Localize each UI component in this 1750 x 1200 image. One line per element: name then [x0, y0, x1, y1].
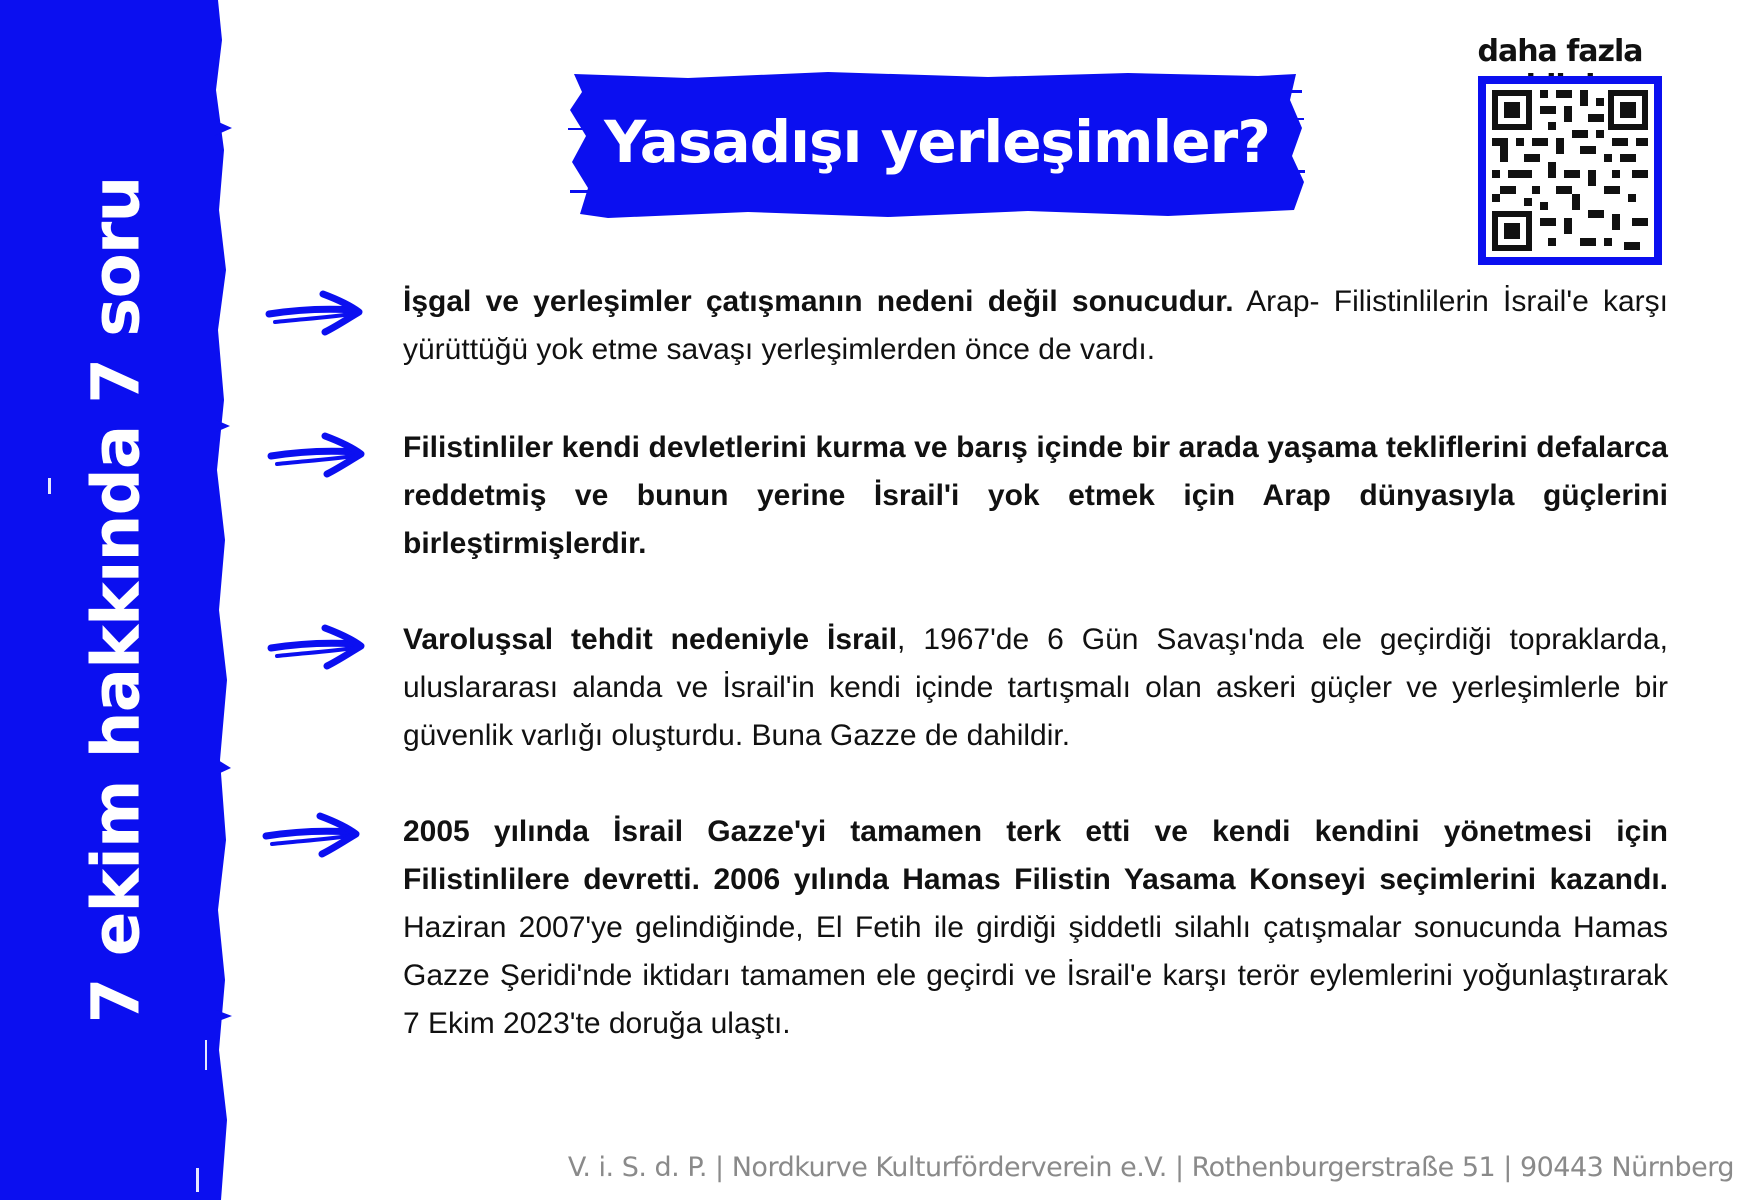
item-1-bold: İşgal ve yerleşimler çatışmanın nedeni değil sonucudur.	[403, 285, 1234, 318]
footer-imprint: V. i. S. d. P. | Nordkurve Kulturförderverein e.V. | Rothenburgerstraße 51 | 90443 Nürnberg	[567, 1152, 1734, 1183]
item-2-bold: Filistinliler kendi devletlerini kurma ve barış içinde bir arada yaşama tekliflerini defalarca reddetmiş ve bunun yerine İsrail'i yok etmek için Arap dünyasıyla güçlerini birleştirmişlerdir.	[403, 431, 1668, 560]
arrow-icon	[267, 430, 367, 478]
arrow-icon	[265, 288, 365, 336]
item-3-bold: Varoluşsal tehdit nedeniyle İsrail	[403, 623, 898, 656]
item-3	[403, 616, 1668, 760]
item-1	[403, 278, 1668, 374]
item-4-text: Haziran 2007'ye gelindiğinde, El Fetih ile girdiği şiddetli silahlı çatışmalar sonucunda Hamas Gazze Şeridi'nde iktidarı tamamen ele geçirdi ve İsrail'e karşı terör eylemlerini yoğunlaştırarak 7 Ekim 2023'te doruğa ulaştı.	[403, 911, 1668, 1040]
side-band	[0, 0, 232, 1200]
item-4	[403, 808, 1668, 1048]
qr-code-icon	[1492, 90, 1648, 251]
item-4-bold: 2005 yılında İsrail Gazze'yi tamamen terk etti ve kendi kendini yönetmesi için Filistinlilere devretti. 2006 yılında Hamas Filistin Yasama Konseyi seçimlerini kazandı.	[403, 815, 1668, 896]
page-title: Yasadışı yerleşimler?	[604, 108, 1270, 176]
item-1-text: Arap- Filistinlilerin İsrail'e karşı yürüttüğü yok etme savaşı yerleşimlerden önce de vardı.	[403, 285, 1668, 366]
item-2	[403, 424, 1668, 568]
qr-code[interactable]	[1478, 76, 1662, 265]
heading-banner	[568, 70, 1306, 220]
arrow-icon	[262, 810, 362, 858]
qr-label: daha fazla	[1477, 34, 1643, 69]
arrow-icon	[267, 622, 367, 670]
sidebar-title: 7 ekim hakkında 7 soru	[77, 176, 155, 1024]
item-3-text: , 1967'de 6 Gün Savaşı'nda ele geçirdiği topraklarda, uluslararası alanda ve İsrail'in kendi içinde tartışmalı olan askeri güçler ve yerleşimlerle bir güvenlik varlığı oluşturdu. Buna Gazze de dahildir.	[403, 623, 1668, 752]
